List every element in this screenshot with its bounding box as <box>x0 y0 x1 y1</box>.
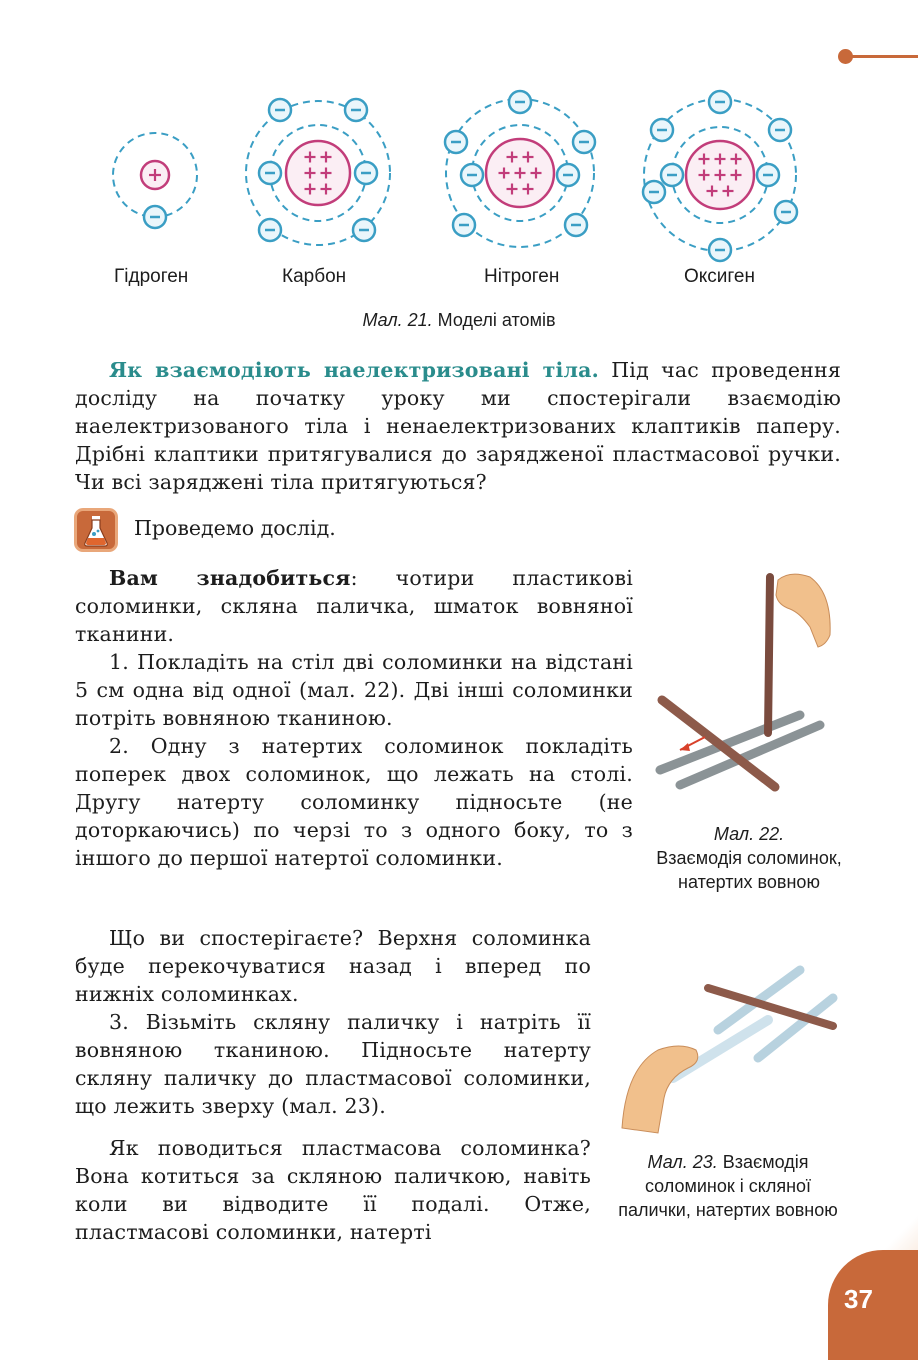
needed-text: : чотири пластикові соломинки, скляна паличка, шматок вовняної тканини. <box>75 566 633 646</box>
section-heading: Як взаємодіють наелектризовані тіла. <box>109 358 599 382</box>
decor-line <box>848 55 918 58</box>
atom-label-oxygen: Оксиген <box>684 266 755 287</box>
section-body: Під час проведення досліду на початку уроку ми спостерігали взаємодію наелектризованого тіла і ненаелектризованих клаптиків паперу. Дрібні клаптики притягувалися до зарядженої пластмасової ручки. Чи всі заряджені тіла притягуються? <box>75 358 842 494</box>
conclusion-paragraph <box>75 1134 591 1246</box>
figure-23-title: Взаємодія соломинок і скляної палички, натертих вовною <box>618 1152 838 1220</box>
step-2: 2. Одну з натертих соломинок покладіть поперек двох соломинок, що лежать на столі. Другу натерту соломинку підносьте (не доторкаючись) по черзі то з одного боку, то з іншого до першої натертої соломинки. <box>75 734 633 870</box>
conclusion: Як поводиться пластмасова соломинка? Вона котиться за скляною паличкою, навіть коли ви відводите її подалі. Отже, пластмасові соломинки, натерті <box>75 1136 591 1244</box>
atom-models-figure <box>0 80 918 280</box>
atom-label-hydrogen: Гідроген <box>114 266 189 287</box>
figure-21-caption <box>0 310 918 331</box>
figure-22-number: Мал. 22. <box>713 824 785 844</box>
experiment-steps <box>75 564 633 872</box>
figure-22-illustration <box>650 565 840 795</box>
figure-23-number: Мал. 23. <box>647 1152 718 1172</box>
experiment-steps-continued <box>75 924 591 1120</box>
figure-23-caption <box>618 1150 838 1222</box>
step-1: 1. Покладіть на стіл дві соломинки на відстані 5 см одна від одної (мал. 22). Дві інші соломинки потріть вовняною тканиною. <box>75 650 633 730</box>
nucleus <box>286 141 350 205</box>
figure-22-caption <box>652 822 846 894</box>
page-number: 37 <box>844 1284 873 1314</box>
figure-21-number: Мал. 21. <box>362 310 433 330</box>
experiment-icon <box>74 508 118 552</box>
observation: Що ви спостерігаєте? Верхня соломинка буде перекочуватися назад і вперед по нижніх соломинках. <box>75 926 591 1006</box>
atom-label-nitrogen: Нітроген <box>484 266 560 287</box>
page-number-badge <box>828 1250 918 1360</box>
flask-icon <box>83 515 109 547</box>
figure-21-title: Моделі атомів <box>437 310 556 330</box>
experiment-intro: Проведемо дослід. <box>134 516 336 540</box>
figure-23-illustration <box>618 958 840 1138</box>
atom-label-carbon: Карбон <box>282 266 347 287</box>
step-3: 3. Візьміть скляну паличку і натріть її вовняною тканиною. Підносьте натерту скляну паличку до пластмасової соломинки, що лежить зверху (мал. 23). <box>75 1010 591 1118</box>
figure-22-title: Взаємодія соломинок, натертих вовною <box>656 848 842 892</box>
needed-label: Вам знадобиться <box>109 566 351 590</box>
section-paragraph <box>75 356 841 496</box>
